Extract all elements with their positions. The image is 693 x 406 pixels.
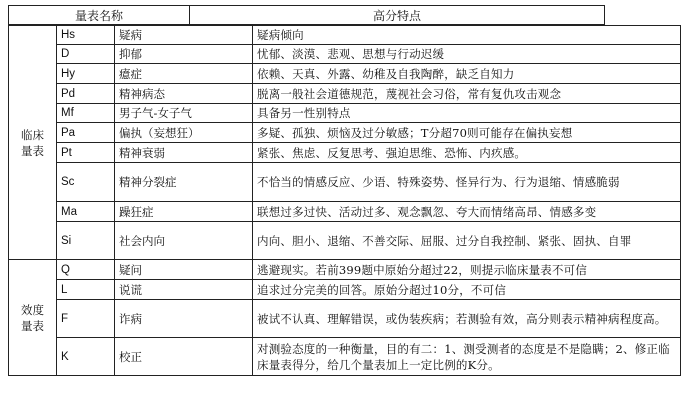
scale-description: 依赖、天真、外露、幼稚及自我陶醉，缺乏自知力 — [253, 64, 681, 84]
scale-name: 疑问 — [115, 260, 253, 280]
scale-description: 追求过分完美的回答。原始分超过10分，不可信 — [253, 280, 681, 300]
scale-code: Mf — [57, 104, 115, 123]
table-row — [9, 300, 681, 338]
scale-description: 多疑、孤独、烦恼及过分敏感；T分超70则可能存在偏执妄想 — [253, 123, 681, 143]
table-row — [9, 338, 681, 376]
scale-name: 校正 — [115, 338, 253, 376]
header-high-score-features: 高分特点 — [190, 6, 605, 25]
scale-description: 被试不认真、理解错误，或伪装疾病；若测验有效，高分则表示精神病程度高。 — [253, 300, 681, 338]
scale-code: Hy — [57, 64, 115, 84]
scale-code: Hs — [57, 26, 115, 45]
scale-name: 抑郁 — [115, 45, 253, 64]
scale-code: L — [57, 280, 115, 300]
scale-description: 忧郁、淡漠、悲观、思想与行动迟缓 — [253, 45, 681, 64]
scale-code: Q — [57, 260, 115, 280]
scale-description: 疑病倾向 — [253, 26, 681, 45]
table-row — [9, 280, 681, 300]
scale-code: Pd — [57, 84, 115, 104]
scale-description: 逃避现实。若前399题中原始分超过22，则提示临床量表不可信 — [253, 260, 681, 280]
scale-name: 疑病 — [115, 26, 253, 45]
scale-description: 不恰当的情感反应、少语、特殊姿势、怪异行为、行为退缩、情感脆弱 — [253, 163, 681, 202]
scale-description: 联想过多过快、活动过多、观念飘忽、夸大而情绪高昂、情感多变 — [253, 202, 681, 222]
scale-code: F — [57, 300, 115, 338]
table-row — [9, 26, 681, 45]
scale-description: 紧张、焦虑、反复思考、强迫思维、恐怖、内疚感。 — [253, 143, 681, 163]
scale-name: 精神病态 — [115, 84, 253, 104]
table-row — [9, 143, 681, 163]
scale-name: 社会内向 — [115, 222, 253, 260]
category-clinical: 临床 量表 — [9, 26, 57, 260]
table-row — [9, 163, 681, 202]
table-row — [9, 222, 681, 260]
scale-description: 脱离一般社会道德规范，蔑视社会习俗，常有复仇攻击观念 — [253, 84, 681, 104]
scale-code: Pt — [57, 143, 115, 163]
scale-name: 躁狂症 — [115, 202, 253, 222]
scale-code: Si — [57, 222, 115, 260]
table-row — [9, 202, 681, 222]
mmpi-scale-table — [8, 25, 681, 376]
table-row — [9, 64, 681, 84]
table-row — [9, 84, 681, 104]
scale-code: Sc — [57, 163, 115, 202]
scale-code: Ma — [57, 202, 115, 222]
scale-name: 精神分裂症 — [115, 163, 253, 202]
scale-description: 具备另一性别特点 — [253, 104, 681, 123]
scale-name: 精神衰弱 — [115, 143, 253, 163]
scale-name: 说谎 — [115, 280, 253, 300]
scale-description: 内向、胆小、退缩、不善交际、屈服、过分自我控制、紧张、固执、自罪 — [253, 222, 681, 260]
scale-name: 男子气-女子气 — [115, 104, 253, 123]
scale-code: K — [57, 338, 115, 376]
table-row — [9, 45, 681, 64]
category-validity: 效度 量表 — [9, 260, 57, 376]
scale-name: 诈病 — [115, 300, 253, 338]
table-row — [9, 104, 681, 123]
table-row — [9, 260, 681, 280]
header-scale-name: 量表名称 — [9, 6, 190, 25]
scale-code: Pa — [57, 123, 115, 143]
scale-name: 偏执（妄想狂） — [115, 123, 253, 143]
header-table — [8, 5, 605, 25]
scale-name: 癔症 — [115, 64, 253, 84]
scale-description: 对测验态度的一种衡量，目的有二：1、测受测者的态度是不是隐瞒；2、修正临床量表得分，给几个量表加上一定比例的K分。 — [253, 338, 681, 376]
scale-code: D — [57, 45, 115, 64]
table-row — [9, 123, 681, 143]
